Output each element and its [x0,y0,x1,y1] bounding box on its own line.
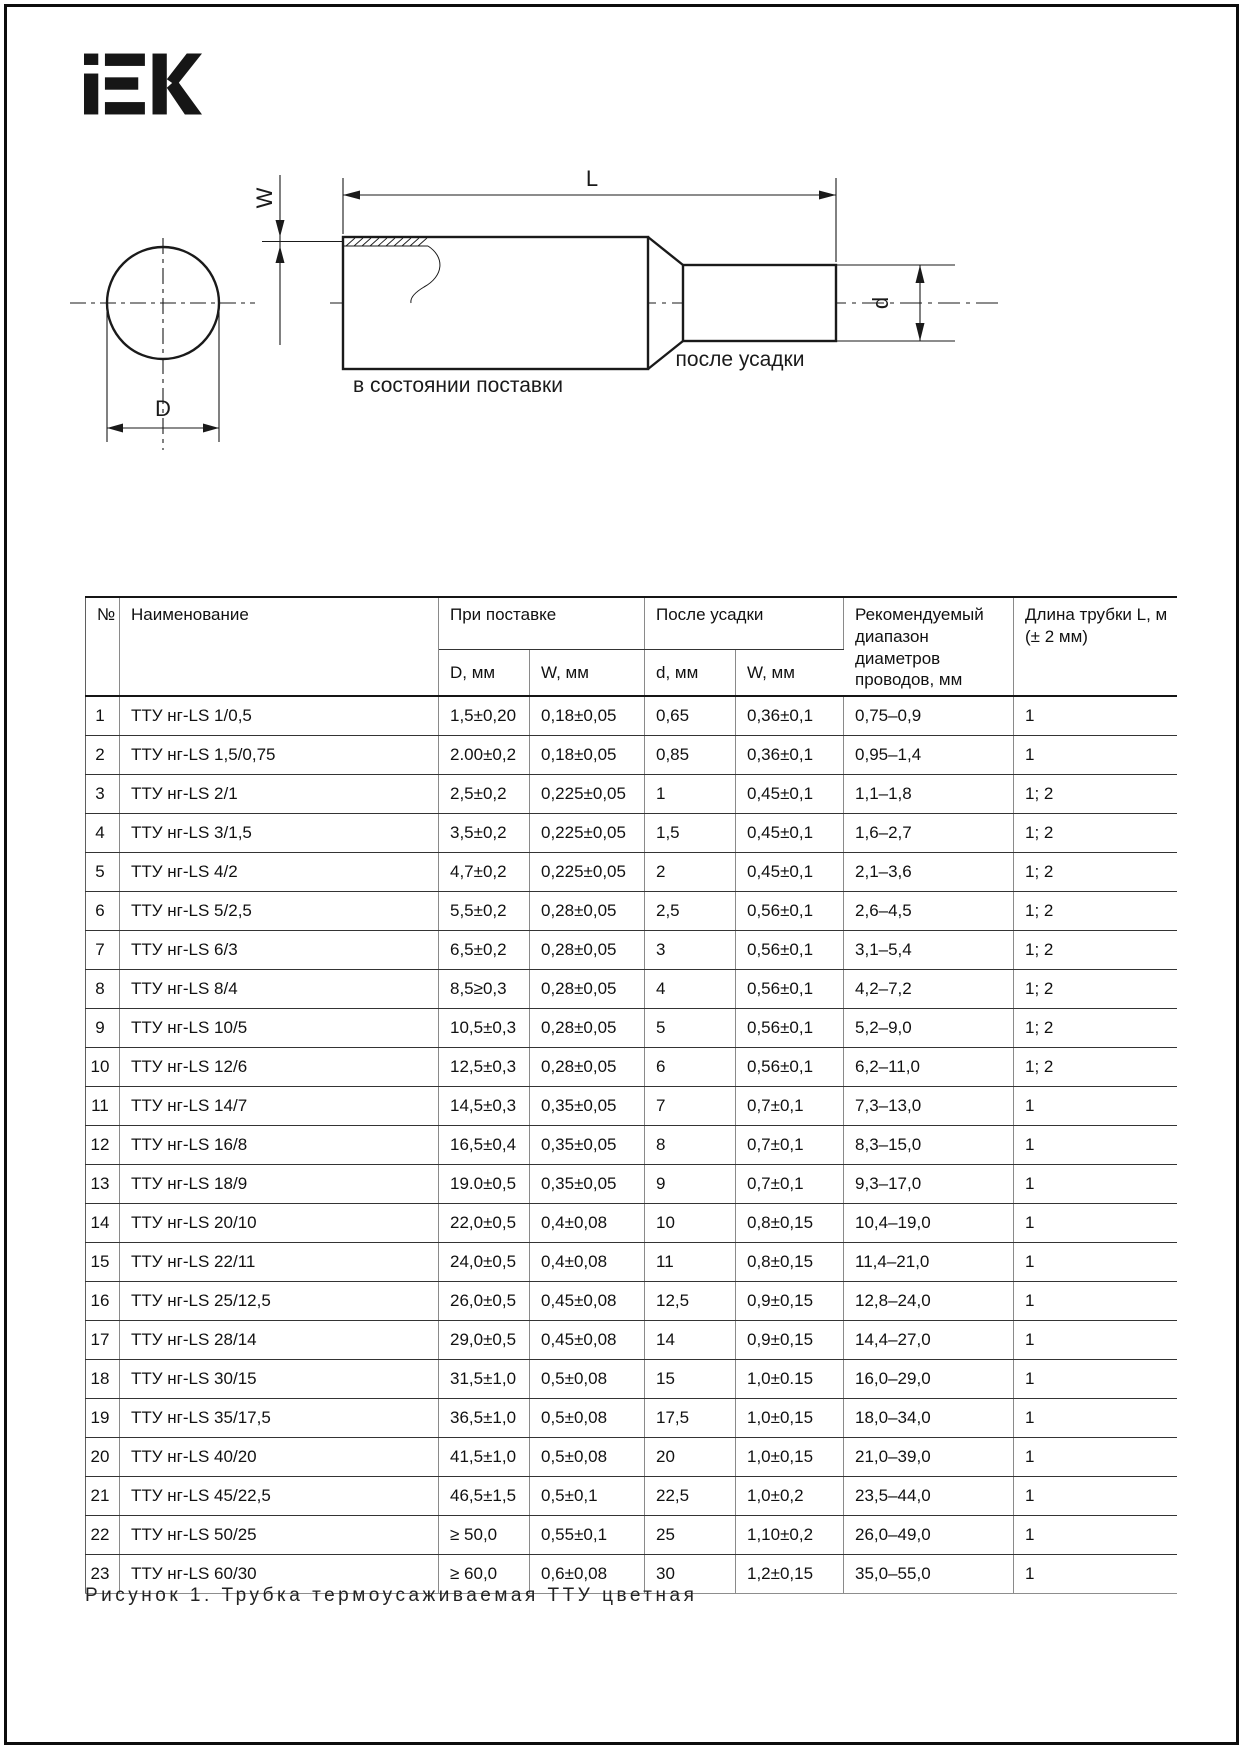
table-cell: 46,5±1,5 [439,1477,530,1516]
table-cell: 0,65 [645,696,736,736]
table-cell: 8,5≥0,3 [439,970,530,1009]
table-cell: ТТУ нг-LS 8/4 [120,970,439,1009]
table-cell: 7,3–13,0 [844,1087,1014,1126]
table-row [86,1204,1177,1243]
table-cell: 1 [1014,1321,1177,1360]
table-cell: 9 [645,1165,736,1204]
table-cell: 0,18±0,05 [530,736,645,775]
table-cell: 4,2–7,2 [844,970,1014,1009]
table-cell: 15 [86,1243,120,1282]
iek-logo [84,52,202,116]
table-cell: 1 [1014,1282,1177,1321]
table-cell: 18 [86,1360,120,1399]
table-row [86,1477,1177,1516]
table-cell: 11 [645,1243,736,1282]
label-as-supplied: в состоянии поставки [353,374,563,397]
table-cell: 1 [1014,1204,1177,1243]
col-header-length: Длина трубки L, м (± 2 мм) [1014,597,1177,696]
table-cell: 1 [1014,1399,1177,1438]
table-cell: 2,6–4,5 [844,892,1014,931]
table-cell: 16,0–29,0 [844,1360,1014,1399]
table-cell: ТТУ нг-LS 12/6 [120,1048,439,1087]
table-cell: 0,45±0,08 [530,1321,645,1360]
table-cell: ТТУ нг-LS 50/25 [120,1516,439,1555]
table-cell: 1; 2 [1014,970,1177,1009]
table-cell: ≥ 50,0 [439,1516,530,1555]
table-cell: ТТУ нг-LS 6/3 [120,931,439,970]
table-cell: 1,6–2,7 [844,814,1014,853]
table-cell: 5,2–9,0 [844,1009,1014,1048]
tube-supplied-view [343,237,648,369]
table-cell: 17,5 [645,1399,736,1438]
table-cell: 24,0±0,5 [439,1243,530,1282]
table-cell: ТТУ нг-LS 1/0,5 [120,696,439,736]
table-cell: 3 [86,775,120,814]
table-cell: 0,28±0,05 [530,1048,645,1087]
table-cell: 1; 2 [1014,1009,1177,1048]
table-cell: 0,35±0,05 [530,1087,645,1126]
table-cell: ТТУ нг-LS 3/1,5 [120,814,439,853]
table-row [86,696,1177,736]
table-cell: 5 [645,1009,736,1048]
table-cell: 0,225±0,05 [530,814,645,853]
table-cell: 3,1–5,4 [844,931,1014,970]
table-cell: 0,28±0,05 [530,970,645,1009]
table-cell: 1,1–1,8 [844,775,1014,814]
col-header-after-group: После усадки [645,597,844,649]
table-cell: 31,5±1,0 [439,1360,530,1399]
table-cell: 10,5±0,3 [439,1009,530,1048]
table-cell: 29,0±0,5 [439,1321,530,1360]
table-cell: 0,7±0,1 [736,1087,844,1126]
dim-label-d-big: D [155,396,171,421]
table-cell: ТТУ нг-LS 25/12,5 [120,1282,439,1321]
table-cell: 8,3–15,0 [844,1126,1014,1165]
table-cell: 0,35±0,05 [530,1126,645,1165]
table-cell: ТТУ нг-LS 1,5/0,75 [120,736,439,775]
table-row [86,931,1177,970]
table-cell: 0,95–1,4 [844,736,1014,775]
table-cell: 0,85 [645,736,736,775]
table-cell: 2,5±0,2 [439,775,530,814]
col-header-supply-group: При поставке [439,597,645,649]
table-cell: 0,9±0,15 [736,1321,844,1360]
table-cell: ТТУ нг-LS 2/1 [120,775,439,814]
table-cell: 1; 2 [1014,1048,1177,1087]
dim-label-l: L [585,166,599,191]
table-cell: 19.0±0,5 [439,1165,530,1204]
table-cell: 2.00±0,2 [439,736,530,775]
table-cell: 0,56±0,1 [736,1048,844,1087]
table-cell: 2 [645,853,736,892]
table-cell: 1 [1014,696,1177,736]
table-cell: 1; 2 [1014,814,1177,853]
table-cell: 4,7±0,2 [439,853,530,892]
table-row [86,1282,1177,1321]
table-cell: 2,5 [645,892,736,931]
table-cell: 0,55±0,1 [530,1516,645,1555]
table-cell: 17 [86,1321,120,1360]
table-cell: 1 [1014,1477,1177,1516]
table-cell: 1,5 [645,814,736,853]
table-cell: 10 [86,1048,120,1087]
dim-label-w: W [252,187,277,209]
table-cell: 1 [1014,1516,1177,1555]
table-cell: 14 [86,1204,120,1243]
table-cell: 1; 2 [1014,931,1177,970]
label-after-shrink: после усадки [675,348,805,371]
table-cell: ТТУ нг-LS 14/7 [120,1087,439,1126]
table-cell: 1 [1014,1087,1177,1126]
tube-shrunk-view [683,265,836,341]
table-cell: 1 [1014,1360,1177,1399]
table-row [86,892,1177,931]
table-cell: ТТУ нг-LS 18/9 [120,1165,439,1204]
table-cell: 20 [86,1438,120,1477]
dim-label-d-small: d [868,296,893,310]
tube-diagram [0,150,1244,470]
table-cell: ТТУ нг-LS 30/15 [120,1360,439,1399]
table-cell: 1; 2 [1014,892,1177,931]
table-cell: 5,5±0,2 [439,892,530,931]
col-header-num: № [86,597,120,696]
col-header-supply-w: W, мм [530,649,645,696]
table-cell: 0,28±0,05 [530,1009,645,1048]
table-cell: 15 [645,1360,736,1399]
table-cell: 22 [86,1516,120,1555]
table-cell: 0,225±0,05 [530,775,645,814]
table-cell: ТТУ нг-LS 16/8 [120,1126,439,1165]
table-cell: 21,0–39,0 [844,1438,1014,1477]
table-cell: 12,5±0,3 [439,1048,530,1087]
table-cell: 14 [645,1321,736,1360]
table-cell: 1 [86,696,120,736]
table-cell: 7 [86,931,120,970]
table-cell: 0,36±0,1 [736,696,844,736]
table-cell: 13 [86,1165,120,1204]
table-cell: 0,6±0,08 [530,1555,645,1594]
col-header-supply-d: D, мм [439,649,530,696]
table-row [86,736,1177,775]
figure-caption: Рисунок 1. Трубка термоусаживаемая ТТУ цветная [85,1585,698,1606]
table-row [86,1087,1177,1126]
table-cell: 0,28±0,05 [530,931,645,970]
table-cell: 30 [645,1555,736,1594]
table-cell: 36,5±1,0 [439,1399,530,1438]
table-row [86,1399,1177,1438]
table-cell: ≥ 60,0 [439,1555,530,1594]
table-cell: 0,36±0,1 [736,736,844,775]
table-cell: 16 [86,1282,120,1321]
table-cell: 0,7±0,1 [736,1165,844,1204]
table-cell: 0,56±0,1 [736,931,844,970]
table-row [86,853,1177,892]
table-cell: 1 [645,775,736,814]
table-row [86,1321,1177,1360]
table-row [86,1360,1177,1399]
table-cell: 1 [1014,736,1177,775]
table-cell: 0,56±0,1 [736,970,844,1009]
table-cell: 0,45±0,1 [736,775,844,814]
table-cell: 23,5–44,0 [844,1477,1014,1516]
table-cell: 1,5±0,20 [439,696,530,736]
table-cell: 0,4±0,08 [530,1204,645,1243]
table-cell: 0,9±0,15 [736,1282,844,1321]
table-cell: 0,35±0,05 [530,1165,645,1204]
table-cell: 1; 2 [1014,853,1177,892]
table-row [86,970,1177,1009]
table-cell: 1 [1014,1126,1177,1165]
table-cell: ТТУ нг-LS 10/5 [120,1009,439,1048]
table-cell: 0,5±0,08 [530,1360,645,1399]
table-cell: ТТУ нг-LS 5/2,5 [120,892,439,931]
table-cell: 8 [86,970,120,1009]
table-cell: 2,1–3,6 [844,853,1014,892]
table-cell: 12 [86,1126,120,1165]
table-cell: 0,75–0,9 [844,696,1014,736]
table-cell: 1,0±0,15 [736,1399,844,1438]
table-cell: ТТУ нг-LS 45/22,5 [120,1477,439,1516]
table-row [86,1165,1177,1204]
table-cell: 0,28±0,05 [530,892,645,931]
table-cell: 41,5±1,0 [439,1438,530,1477]
table-row [86,1438,1177,1477]
table-cell: 26,0–49,0 [844,1516,1014,1555]
table-cell: 5 [86,853,120,892]
table-row [86,1126,1177,1165]
table-cell: ТТУ нг-LS 28/14 [120,1321,439,1360]
table-cell: 35,0–55,0 [844,1555,1014,1594]
table-cell: 0,56±0,1 [736,1009,844,1048]
table-cell: 6,2–11,0 [844,1048,1014,1087]
table-cell: 0,45±0,08 [530,1282,645,1321]
table-cell: 3 [645,931,736,970]
table-cell: ТТУ нг-LS 22/11 [120,1243,439,1282]
table-cell: 22,5 [645,1477,736,1516]
table-cell: 0,5±0,08 [530,1399,645,1438]
table-cell: 1 [1014,1165,1177,1204]
table-row [86,1516,1177,1555]
table-cell: 6,5±0,2 [439,931,530,970]
table-cell: 10 [645,1204,736,1243]
table-cell: 0,56±0,1 [736,892,844,931]
table-cell: 0,45±0,1 [736,814,844,853]
table-cell: 0,8±0,15 [736,1204,844,1243]
table-cell: 12,8–24,0 [844,1282,1014,1321]
col-header-range: Рекомендуемый диапазон диаметров проводов, мм [844,597,1014,696]
table-cell: 23 [86,1555,120,1594]
table-cell: 14,5±0,3 [439,1087,530,1126]
table-cell: 4 [645,970,736,1009]
table-cell: 0,18±0,05 [530,696,645,736]
table-row [86,1048,1177,1087]
table-cell: 18,0–34,0 [844,1399,1014,1438]
table-cell: 9,3–17,0 [844,1165,1014,1204]
table-cell: 1,0±0.15 [736,1360,844,1399]
table-cell: 0,5±0,1 [530,1477,645,1516]
table-cell: 19 [86,1399,120,1438]
table-cell: 0,225±0,05 [530,853,645,892]
table-cell: 1; 2 [1014,775,1177,814]
table-cell: 4 [86,814,120,853]
table-cell: 0,5±0,08 [530,1438,645,1477]
spec-table [85,596,1177,1594]
table-cell: ТТУ нг-LS 20/10 [120,1204,439,1243]
table-cell: ТТУ нг-LS 60/30 [120,1555,439,1594]
table-cell: 22,0±0,5 [439,1204,530,1243]
table-cell: 25 [645,1516,736,1555]
table-cell: 8 [645,1126,736,1165]
table-cell: 26,0±0,5 [439,1282,530,1321]
table-row [86,775,1177,814]
table-cell: 1,10±0,2 [736,1516,844,1555]
col-header-after-d: d, мм [645,649,736,696]
col-header-after-w: W, мм [736,649,844,696]
table-row [86,1243,1177,1282]
table-cell: 9 [86,1009,120,1048]
table-cell: 6 [645,1048,736,1087]
col-header-name: Наименование [120,597,439,696]
table-cell: 20 [645,1438,736,1477]
table-cell: 1 [1014,1555,1177,1594]
table-cell: 6 [86,892,120,931]
table-cell: 1 [1014,1438,1177,1477]
table-cell: ТТУ нг-LS 40/20 [120,1438,439,1477]
table-cell: 11 [86,1087,120,1126]
table-cell: 21 [86,1477,120,1516]
table-cell: 0,45±0,1 [736,853,844,892]
table-cell: 1,0±0,15 [736,1438,844,1477]
table-cell: 10,4–19,0 [844,1204,1014,1243]
table-cell: 11,4–21,0 [844,1243,1014,1282]
table-cell: 1,2±0,15 [736,1555,844,1594]
table-cell: ТТУ нг-LS 35/17,5 [120,1399,439,1438]
table-cell: 16,5±0,4 [439,1126,530,1165]
table-cell: 12,5 [645,1282,736,1321]
table-row [86,814,1177,853]
table-cell: 1 [1014,1243,1177,1282]
table-cell: 3,5±0,2 [439,814,530,853]
table-cell: 0,7±0,1 [736,1126,844,1165]
table-cell: 7 [645,1087,736,1126]
table-cell: 2 [86,736,120,775]
table-cell: ТТУ нг-LS 4/2 [120,853,439,892]
table-cell: 0,4±0,08 [530,1243,645,1282]
table-cell: 14,4–27,0 [844,1321,1014,1360]
table-cell: 0,8±0,15 [736,1243,844,1282]
table-cell: 1,0±0,2 [736,1477,844,1516]
table-row [86,1009,1177,1048]
